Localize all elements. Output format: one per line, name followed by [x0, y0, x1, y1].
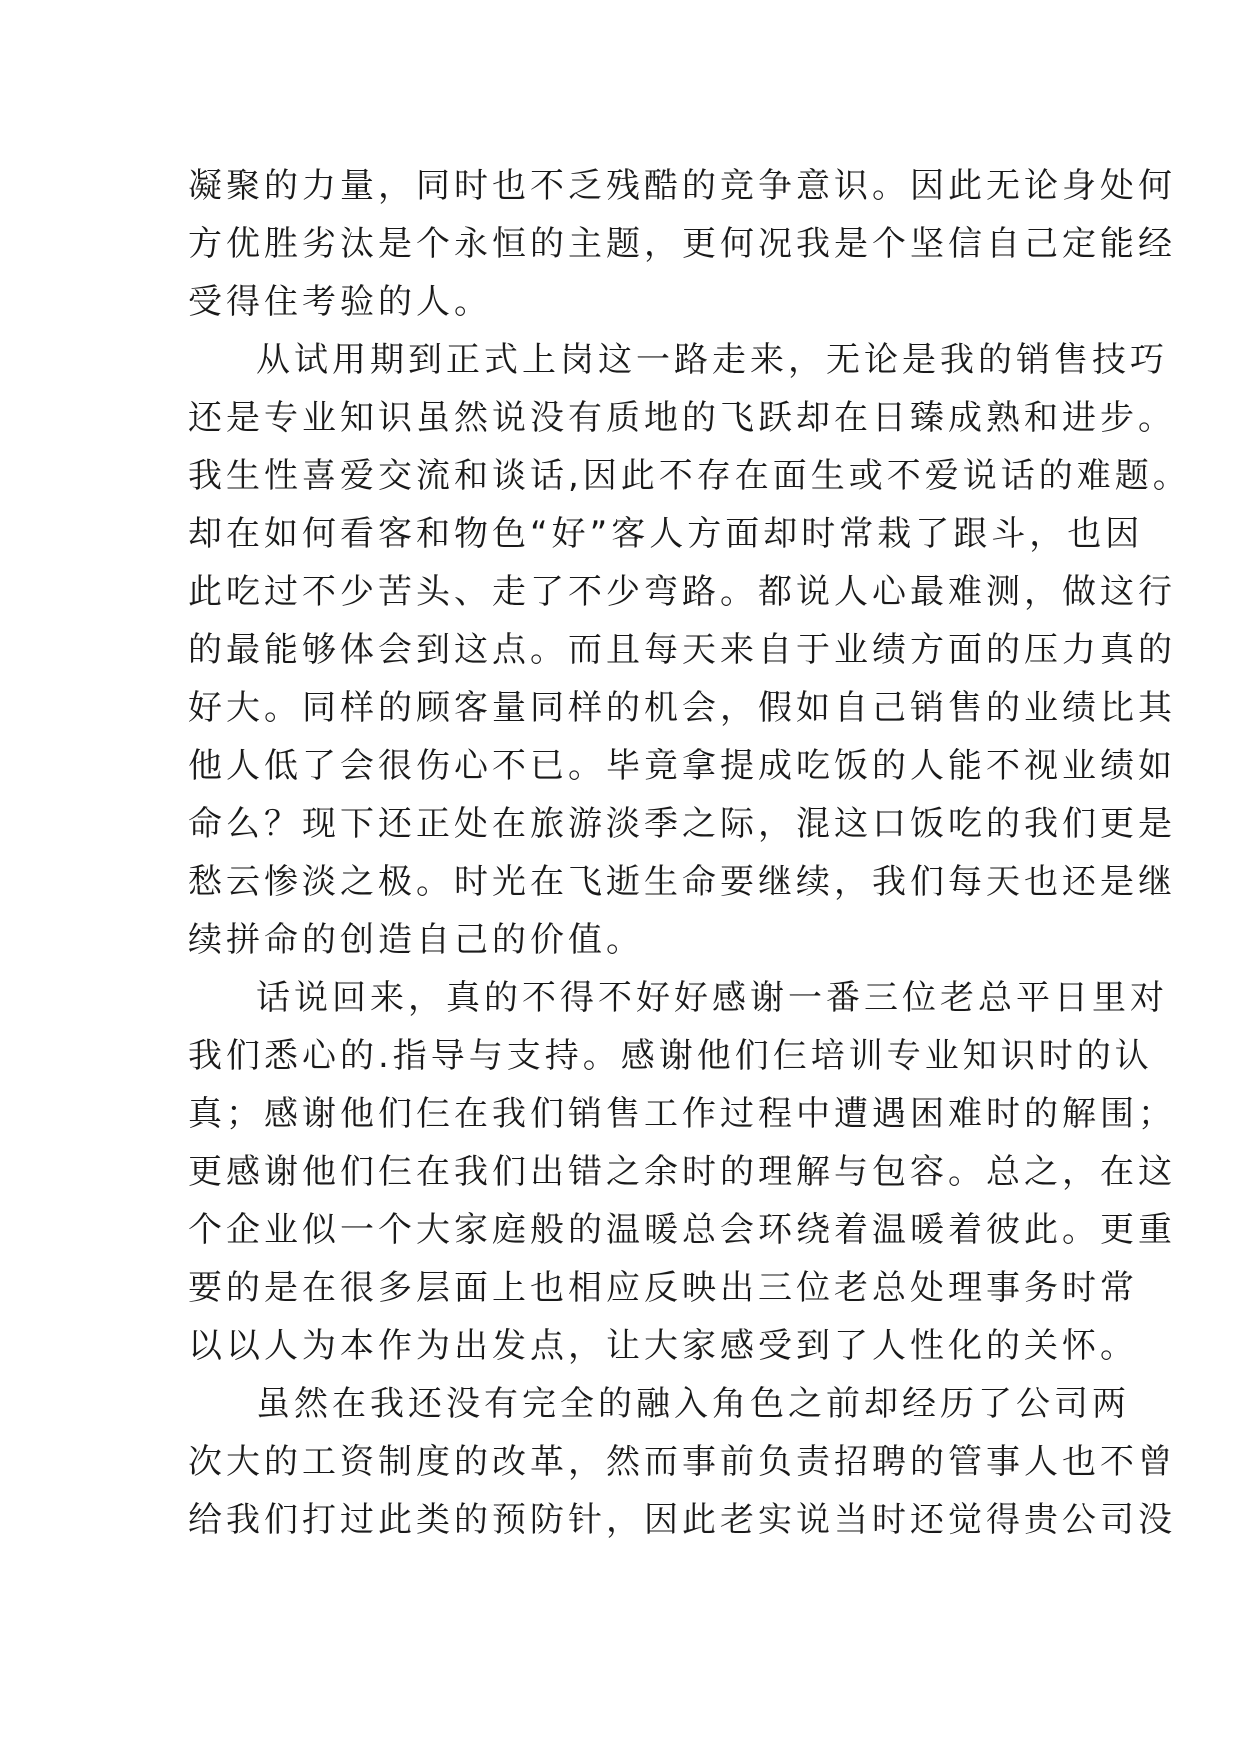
- text-line: 受得住考验的人。: [188, 282, 492, 322]
- text-line: 还是专业知识虽然说没有质地的飞跃却在日臻成熟和进步。: [188, 398, 1176, 438]
- text-line: 续拼命的创造自己的价值。: [188, 920, 644, 960]
- text-line: 次大的工资制度的改革，然而事前负责招聘的管事人也不曾: [188, 1442, 1176, 1482]
- text-line: 此吃过不少苦头、走了不少弯路。都说人心最难测，做这行: [188, 572, 1176, 612]
- text-line: 却在如何看客和物色“好”客人方面却时常栽了跟斗，也因: [188, 514, 1144, 554]
- text-line: 给我们打过此类的预防针，因此老实说当时还觉得贵公司没: [188, 1500, 1176, 1540]
- text-line: 凝聚的力量，同时也不乏残酷的竞争意识。因此无论身处何: [188, 166, 1176, 206]
- text-line: 我生性喜爱交流和谈话,因此不存在面生或不爱说话的难题。: [188, 456, 1191, 496]
- text-line: 要的是在很多层面上也相应反映出三位老总处理事务时常: [188, 1268, 1138, 1308]
- text-line: 他人低了会很伤心不已。毕竟拿提成吃饭的人能不视业绩如: [188, 746, 1176, 786]
- text-line: 真；感谢他们仨在我们销售工作过程中遭遇困难时的解围；: [188, 1094, 1176, 1134]
- paragraph: [188, 157, 1176, 331]
- text-line: 话说回来，真的不得不好好感谢一番三位老总平日里对: [256, 978, 1168, 1018]
- text-line: 愁云惨淡之极。时光在飞逝生命要继续，我们每天也还是继: [188, 862, 1176, 902]
- text-line: 以以人为本作为出发点，让大家感受到了人性化的关怀。: [188, 1326, 1138, 1366]
- text-line: 更感谢他们仨在我们出错之余时的理解与包容。总之，在这: [188, 1152, 1176, 1192]
- paragraph: [188, 969, 1176, 1375]
- text-line: 方优胜劣汰是个永恒的主题，更何况我是个坚信自己定能经: [188, 224, 1176, 264]
- text-line: 的最能够体会到这点。而且每天来自于业绩方面的压力真的: [188, 630, 1176, 670]
- text-line: 从试用期到正式上岗这一路走来，无论是我的销售技巧: [256, 340, 1168, 380]
- text-line: 虽然在我还没有完全的融入角色之前却经历了公司两: [256, 1384, 1130, 1424]
- text-line: 个企业似一个大家庭般的温暖总会环绕着温暖着彼此。更重: [188, 1210, 1176, 1250]
- text-line: 命么？现下还正处在旅游淡季之际，混这口饭吃的我们更是: [188, 804, 1176, 844]
- text-line: 我们悉心的.指导与支持。感谢他们仨培训专业知识时的认: [188, 1036, 1153, 1076]
- paragraph: [188, 1375, 1176, 1549]
- text-line: 好大。同样的顾客量同样的机会，假如自己销售的业绩比其: [188, 688, 1176, 728]
- paragraph: [188, 331, 1191, 969]
- body-text: [188, 157, 1191, 1549]
